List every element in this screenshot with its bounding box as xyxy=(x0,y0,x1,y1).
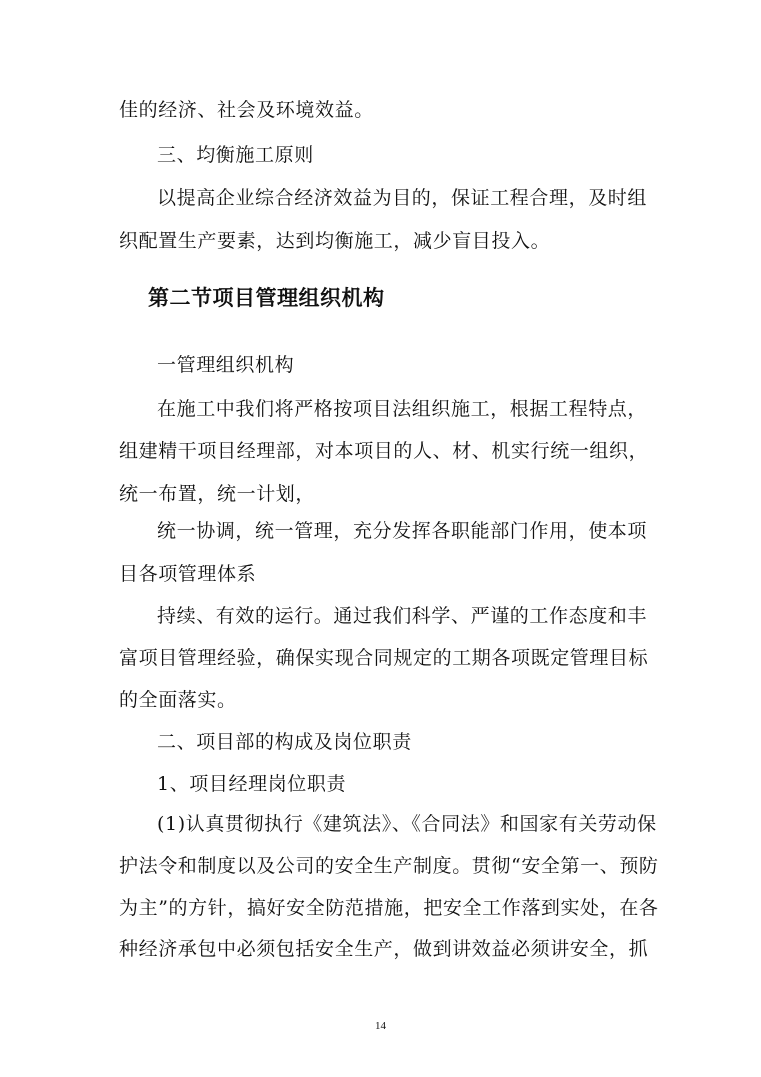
paragraph-line: 种经济承包中必须包括安全生产，做到讲效益必须讲安全，抓 xyxy=(119,938,649,960)
paragraph-line: 富项目管理经验，确保实现合同规定的工期各项既定管理目标 xyxy=(119,647,649,669)
paragraph-line: 的全面落实。 xyxy=(119,689,237,711)
paragraph-line: 织配置生产要素，达到均衡施工，减少盲目投入。 xyxy=(119,230,551,252)
paragraph-line: 统一协调，统一管理，充分发挥各职能部门作用，使本项 xyxy=(157,520,648,542)
subsection-title: 三、均衡施工原则 xyxy=(157,144,314,166)
paragraph-line: 在施工中我们将严格按项目法组织施工，根据工程特点， xyxy=(157,398,648,420)
paragraph-line: (1)认真贯彻执行《建筑法》、《合同法》和国家有关劳动保 xyxy=(157,813,657,835)
paragraph-line: 目各项管理体系 xyxy=(119,563,257,585)
paragraph-line: 佳的经济、社会及环境效益。 xyxy=(119,99,374,121)
subsection-title: 1、项目经理岗位职责 xyxy=(157,773,347,795)
paragraph-line: 统一布置，统一计划， xyxy=(119,483,316,505)
page-number: 14 xyxy=(375,1020,386,1032)
section-heading: 第二节项目管理组织机构 xyxy=(148,285,385,310)
paragraph-line: 组建精干项目经理部，对本项目的人、材、机实行统一组织， xyxy=(119,440,649,462)
paragraph-line: 持续、有效的运行。通过我们科学、严谨的工作态度和丰 xyxy=(157,605,648,627)
subsection-title: 二、项目部的构成及岗位职责 xyxy=(157,731,412,753)
subsection-title: 一管理组织机构 xyxy=(157,354,295,376)
paragraph-line: 以提高企业综合经济效益为目的，保证工程合理，及时组 xyxy=(157,187,648,209)
paragraph-line: 护法令和制度以及公司的安全生产制度。贯彻“安全第一、预防 xyxy=(119,855,659,877)
paragraph-line: 为主”的方针，搞好安全防范措施，把安全工作落到实处，在各 xyxy=(119,897,659,919)
